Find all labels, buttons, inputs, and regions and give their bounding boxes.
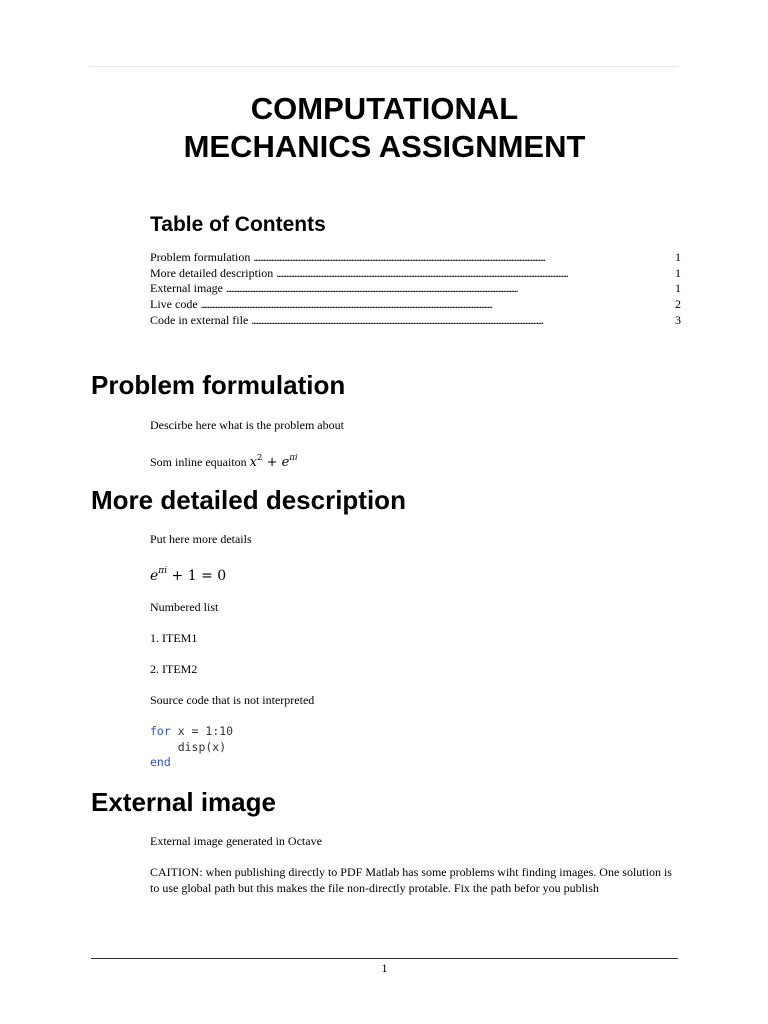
title-line-1: COMPUTATIONAL xyxy=(250,91,519,126)
toc-entry[interactable] xyxy=(150,250,681,266)
toc-entry[interactable] xyxy=(150,266,681,282)
toc-entry-label: More detailed description xyxy=(150,265,274,280)
section-heading-problem: Problem formulation xyxy=(91,370,346,400)
inline-equation-paragraph xyxy=(150,451,680,471)
numbered-list-intro: Numbered list xyxy=(150,600,219,614)
page-number: 1 xyxy=(381,961,388,975)
list-item: 1. ITEM1 xyxy=(150,631,198,645)
toc-heading: Table of Contents xyxy=(150,213,326,236)
problem-description: Descirbe here what is the problem about xyxy=(150,418,344,432)
toc-leader-dots xyxy=(251,313,671,329)
external-image-paragraph: External image generated in Octave xyxy=(150,834,322,848)
section-heading-details: More detailed description xyxy=(91,485,406,515)
toc-entry-page: 3 xyxy=(675,312,681,327)
code-text: x = 1:10 xyxy=(170,724,234,738)
display-equation: $e^{\pi i} + 1 = 0$ xyxy=(150,566,227,584)
document-title xyxy=(91,90,678,166)
inline-equation: $x^2 + e^{\pi i}$ xyxy=(249,453,298,470)
toc-entry[interactable] xyxy=(150,281,681,297)
toc-leader-dots xyxy=(276,266,671,282)
toc-entry[interactable] xyxy=(150,313,681,329)
code-keyword: for xyxy=(150,724,171,738)
toc-entry-label: External image xyxy=(150,281,223,296)
code-intro: Source code that is not interpreted xyxy=(150,693,315,707)
caution-paragraph: CAITION: when publishing directly to PDF Matlab has some problems wiht finding images. One solution is to use global path but this makes the file non-directly protable. Fix the path befor you publish xyxy=(150,865,672,895)
table-of-contents xyxy=(150,250,681,328)
toc-entry-label: Code in external file xyxy=(150,312,249,327)
toc-entry-page: 1 xyxy=(675,250,681,264)
toc-leader-dots xyxy=(226,281,671,297)
toc-entry-label: Problem formulation xyxy=(150,250,251,264)
top-divider xyxy=(91,66,678,67)
details-paragraph: Put here more details xyxy=(150,532,252,546)
toc-entry-page: 1 xyxy=(675,265,681,280)
toc-entry-page: 2 xyxy=(675,297,681,312)
footer-divider xyxy=(91,958,678,959)
list-item: 2. ITEM2 xyxy=(150,662,198,676)
code-text: disp(x) xyxy=(150,739,227,754)
section-heading-external-image: External image xyxy=(91,787,276,817)
toc-leader-dots xyxy=(201,297,671,313)
code-keyword: end xyxy=(150,755,171,769)
toc-entry[interactable] xyxy=(150,297,681,313)
title-line-2: MECHANICS ASSIGNMENT xyxy=(183,129,586,164)
inline-equation-text: Som inline equaiton xyxy=(150,455,247,469)
code-block xyxy=(150,724,233,771)
toc-entry-page: 1 xyxy=(675,281,681,296)
toc-leader-dots xyxy=(253,250,671,266)
toc-entry-label: Live code xyxy=(150,297,198,312)
